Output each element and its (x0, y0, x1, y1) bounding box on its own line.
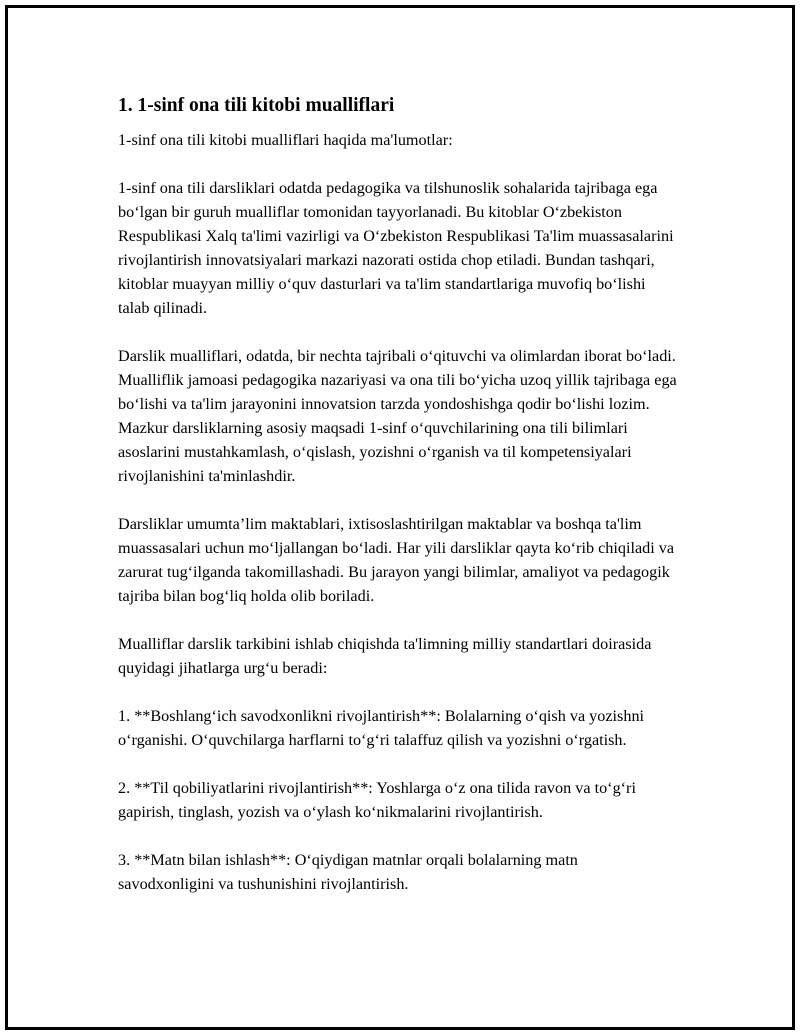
list-item-language-skills: 2. **Til qobiliyatlarini rivojlantirish**: Yoshlarga o‘z ona tilida ravon va to‘g‘ri gapirish, tinglash, yozish va o‘ylash ko‘nikmalarini rivojlantirish. (118, 779, 636, 821)
intro-paragraph: 1-sinf ona tili kitobi mualliflari haqida ma'lumotlar: (118, 131, 453, 149)
paragraph-author-team: Darslik mualliflari, odatda, bir nechta tajribali o‘qituvchi va olimlardan iborat bo‘ladi. Mualliflik jamoasi pedagogika nazariyasi va ona tili bo‘yicha uzoq yillik tajribaga ega bo‘lishi va ta'lim jarayonini innovatsion tarzda yondoshishga qodir bo‘lishi lozim. Mazkur darsliklarning asosiy maqsadi 1-sinf o‘quvchilarining ona tili bilimlari asoslarini mustahkamlash, o‘qislash, yozishni o‘rganish va til kompetensiyalari rivojlanishini ta'minlashdir. (118, 347, 677, 485)
paragraph-target-schools: Darsliklar umumta’lim maktablari, ixtisoslashtirilgan maktablar va boshqa ta'lim muassasalari uchun mo‘ljallangan bo‘ladi. Har yili darsliklar qayta ko‘rib chiqiladi va zarurat tug‘ilganda takomillashadi. Bu jarayon yangi bilimlar, amaliyot va pedagogik tajriba bilan bog‘liq holda olib boriladi. (118, 515, 675, 605)
list-item-text-work: 3. **Matn bilan ishlash**: O‘qiydigan matnlar orqali bolalarning matn savodxonligini va tushunishini rivojlantirish. (118, 851, 578, 893)
paragraph-authors-overview: 1-sinf ona tili darsliklari odatda pedagogika va tilshunoslik sohalarida tajribaga ega bo‘lgan bir guruh mualliflar tomonidan tayyorlanadi. Bu kitoblar O‘zbekiston Respublikasi Xalq ta'limi vazirligi va O‘zbekiston Respublikasi Ta'lim muassasalarini rivojlantirish innovatsiyalari markazi nazorati ostida chop etiladi. Bundan tashqari, kitoblar muayyan milliy o‘quv dasturlari va ta'lim standartlariga muvofiq bo‘lishi talab qilinadi. (118, 179, 674, 317)
document-body (118, 92, 678, 920)
paragraph-focus-intro: Mualliflar darslik tarkibini ishlab chiqishda ta'limning milliy standartlari doirasida quyidagi jihatlarga urg‘u beradi: (118, 635, 652, 677)
document-heading: 1. 1-sinf ona tili kitobi mualliflari (118, 95, 395, 116)
list-item-literacy: 1. **Boshlang‘ich savodxonlikni rivojlantirish**: Bolalarning o‘qish va yozishni o‘rganishi. O‘quvchilarga harflarni to‘g‘ri talaffuz qilish va yozishni o‘rgatish. (118, 707, 645, 749)
